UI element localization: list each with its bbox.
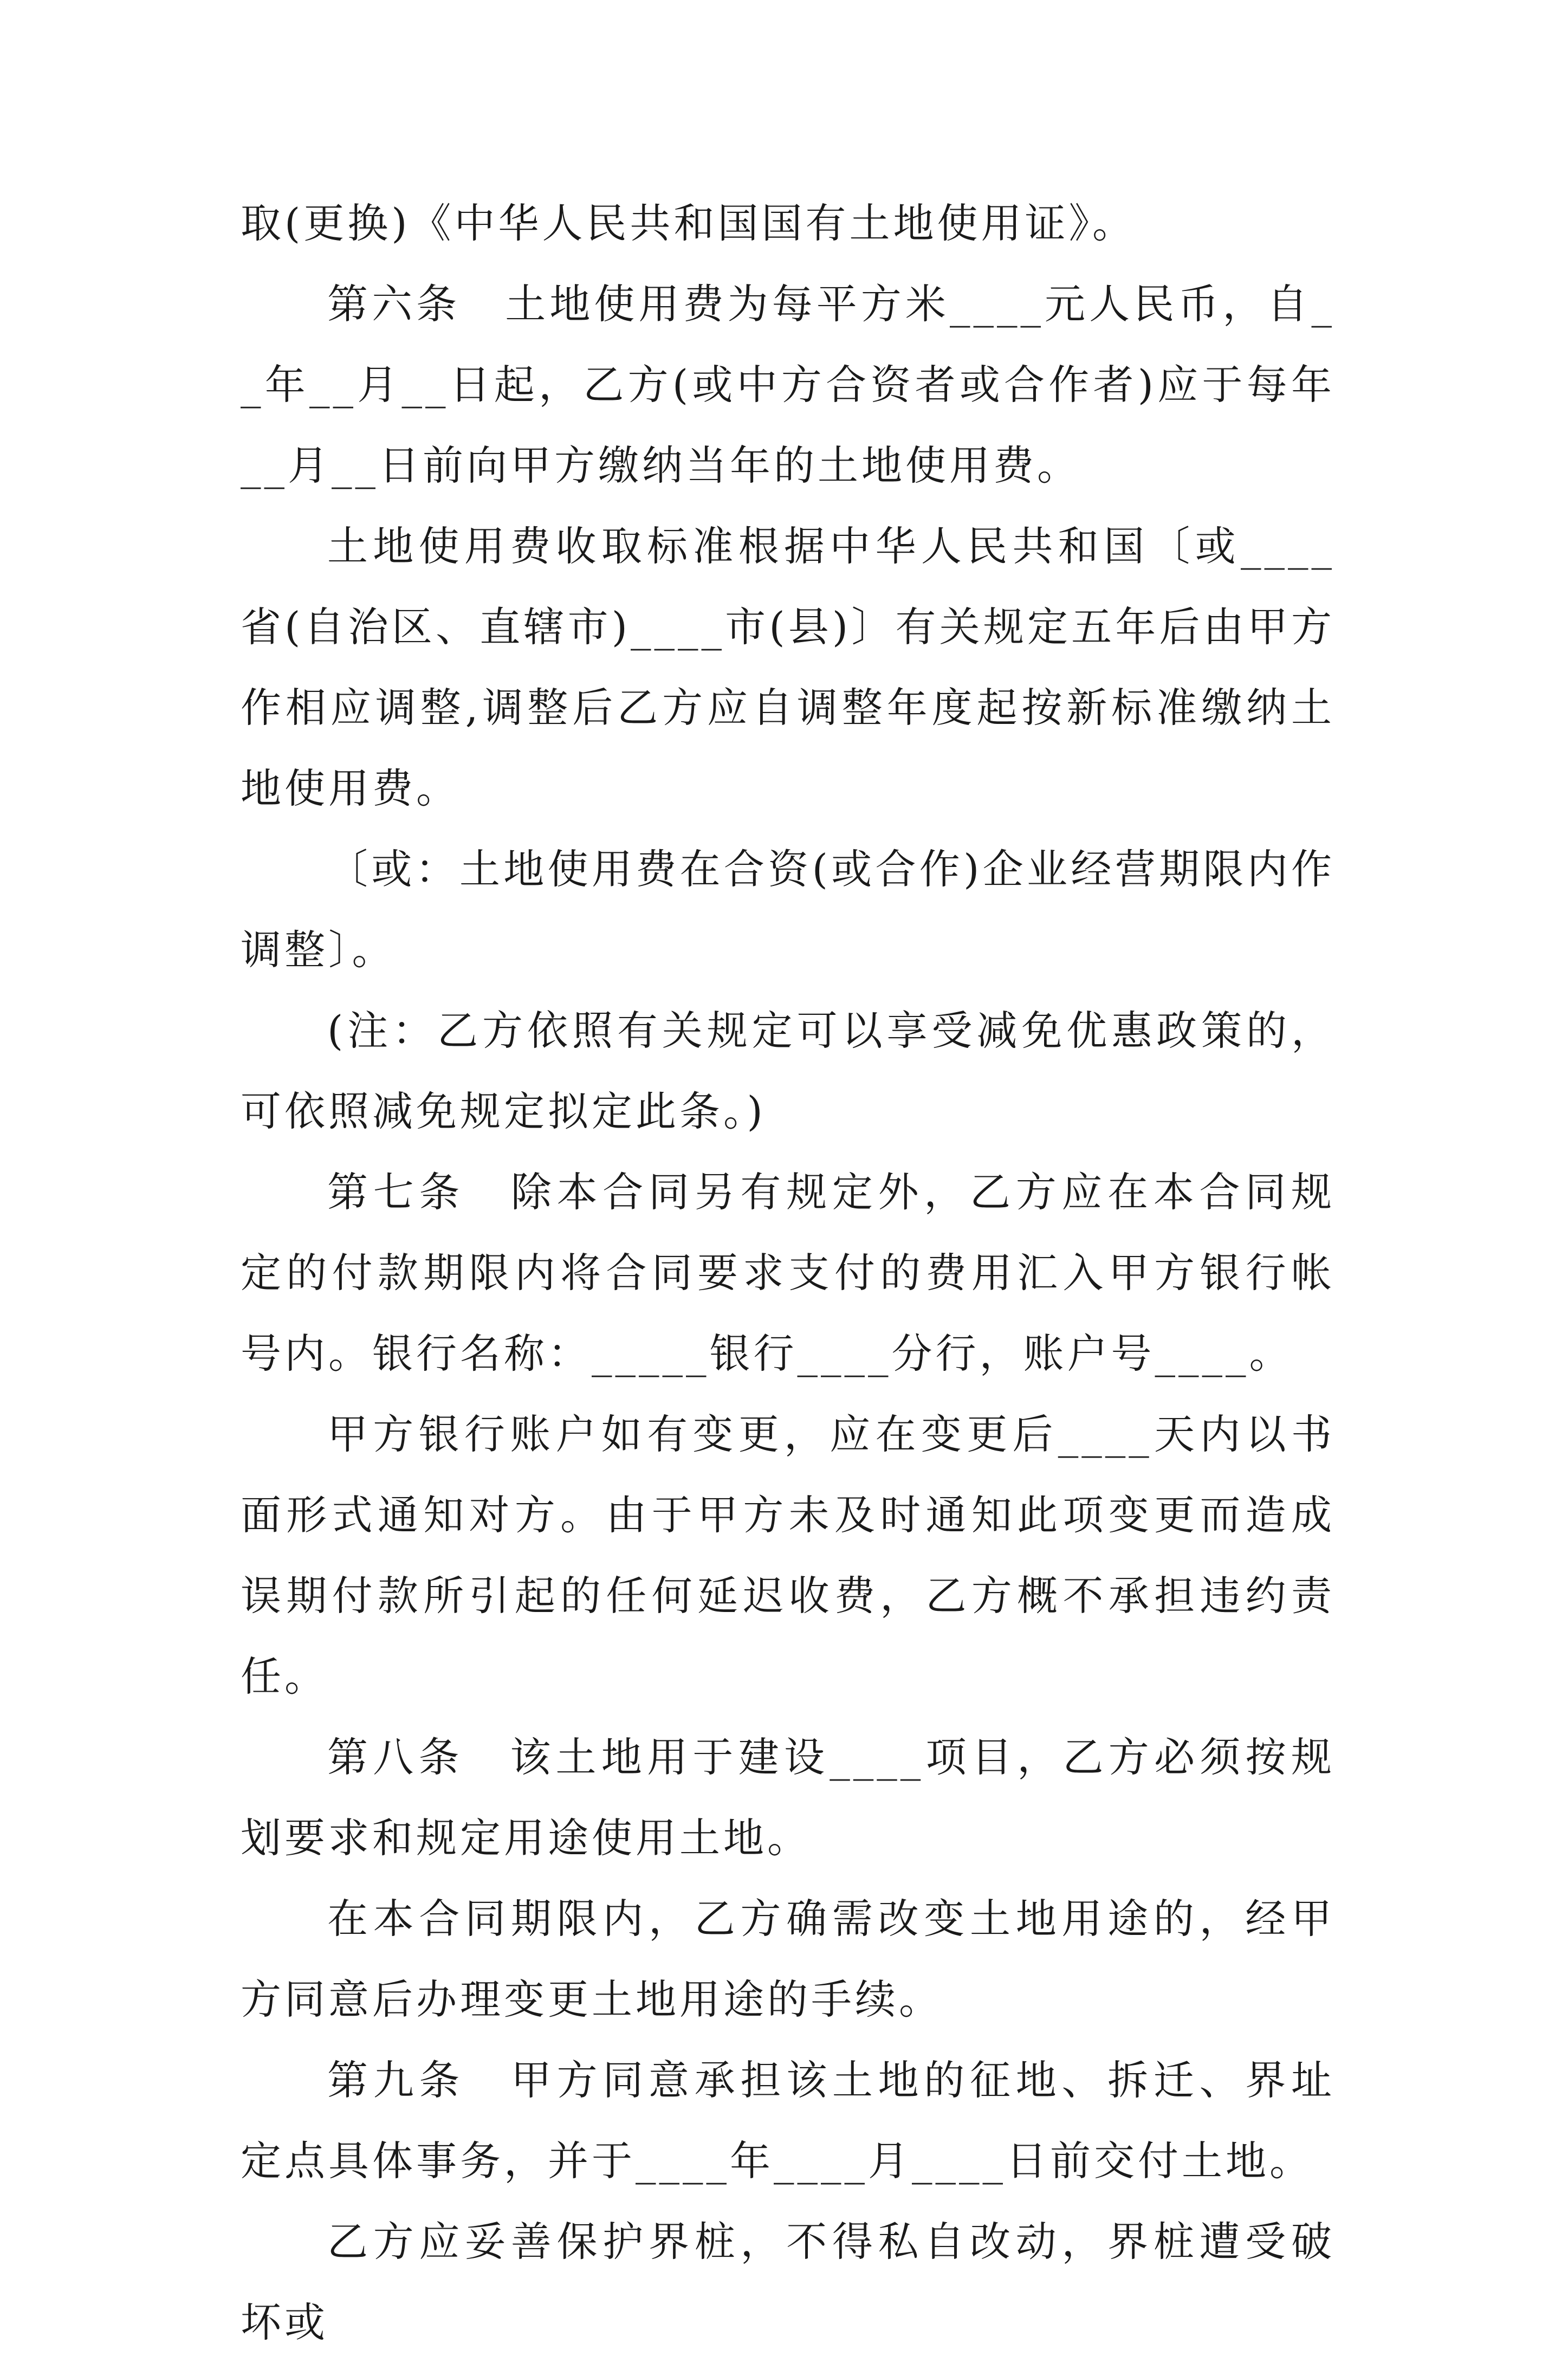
paragraph-article-6: 第六条 土地使用费为每平方米____元人民币，自__年__月__日起，乙方(或中方合资者或合作者)应于每年__月__日前向甲方缴纳当年的土地使用费。 [241, 280, 1335, 489]
paragraph-1: 取(更换)《中华人民共和国国有土地使用证》。 [241, 199, 1137, 247]
paragraph-article-7: 第七条 除本合同另有规定外，乙方应在本合同规定的付款期限内将合同要求支付的费用汇入甲方银行帐号内。银行名称：_____银行____分行，账户号____。 [241, 1168, 1335, 1377]
paragraph-note: (注：乙方依照有关规定可以享受减免优惠政策的，可依照减免规定拟定此条。) [241, 1007, 1335, 1135]
paragraph-boundary-markers: 乙方应妥善保护界桩，不得私自改动，界桩遭受破坏或 [241, 2218, 1335, 2346]
contract-text [241, 183, 1335, 2363]
paragraph-fee-alternative: 〔或：土地使用费在合资(或合作)企业经营期限内作调整〕。 [241, 845, 1335, 974]
paragraph-fee-standard: 土地使用费收取标准根据中华人民共和国〔或____省(自治区、直辖市)____市(县)〕有关规定五年后由甲方作相应调整,调整后乙方应自调整年度起按新标准缴纳土地使用费。 [241, 522, 1335, 812]
paragraph-article-9: 第九条 甲方同意承担该土地的征地、拆迁、界址定点具体事务，并于____年____月____日前交付土地。 [241, 2056, 1335, 2185]
paragraph-article-8: 第八条 该土地用于建设____项目，乙方必须按规划要求和规定用途使用土地。 [241, 1733, 1335, 1862]
paragraph-bank-change: 甲方银行账户如有变更，应在变更后____天内以书面形式通知对方。由于甲方未及时通知此项变更而造成误期付款所引起的任何延迟收费，乙方概不承担违约责任。 [241, 1410, 1335, 1700]
paragraph-land-use-change: 在本合同期限内，乙方确需改变土地用途的，经甲方同意后办理变更土地用途的手续。 [241, 1895, 1335, 2023]
